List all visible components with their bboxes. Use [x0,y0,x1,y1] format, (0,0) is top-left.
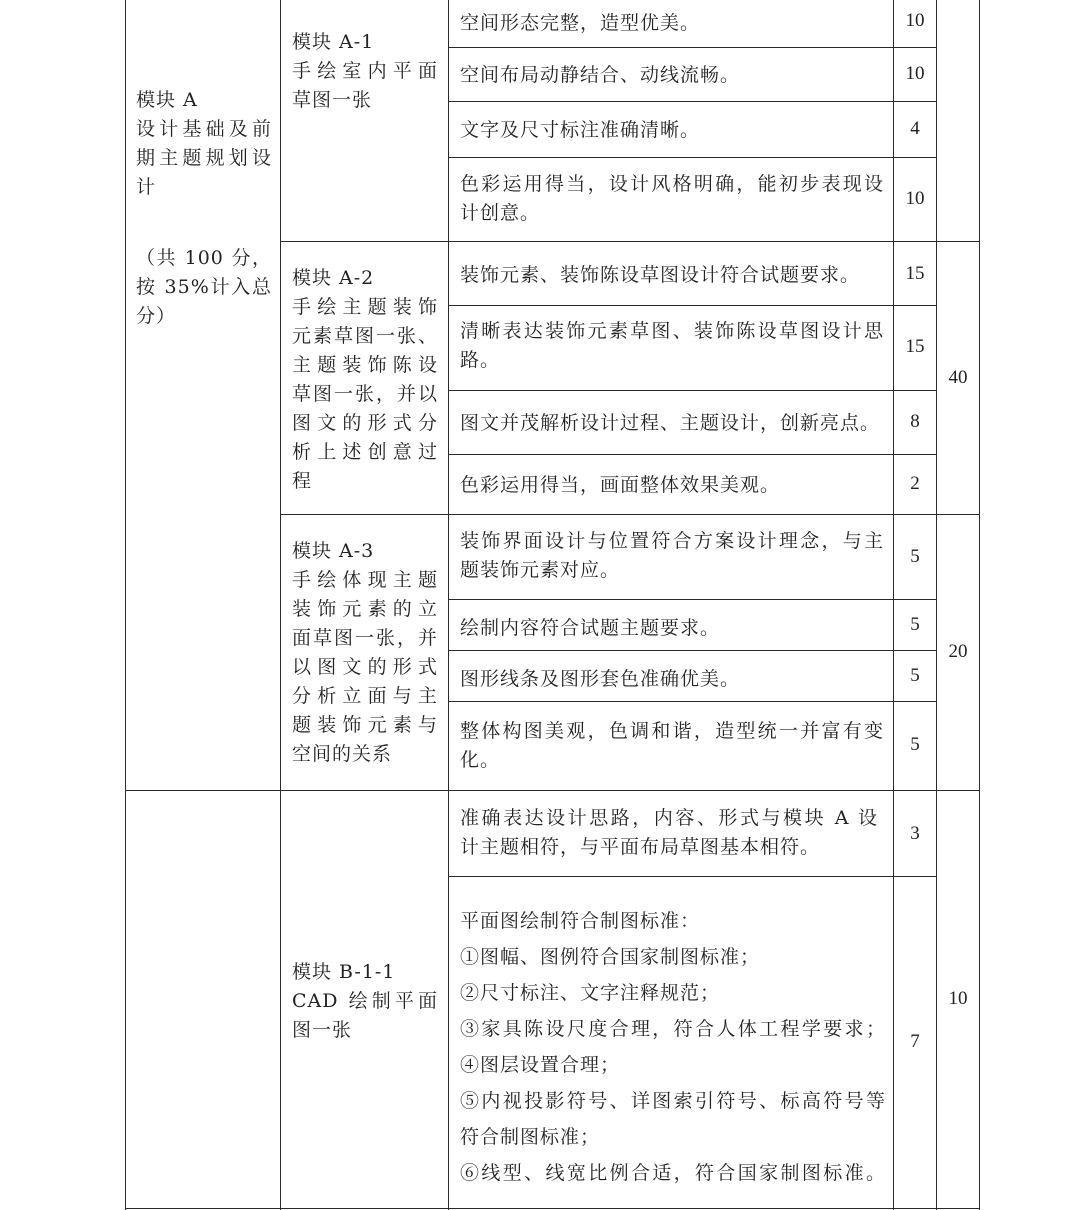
criterion-score: 5 [910,665,920,686]
submodule-b11-label [292,958,438,1045]
submodule-label-line: 面草图一张，并 [292,627,438,649]
submodule-a1-label [292,28,438,115]
criterion-text-line: 题装饰元素对应。 [460,559,621,581]
criterion-score: 3 [910,823,920,844]
criterion-text: 色彩运用得当，画面整体效果美观。 [460,474,781,496]
module-total-score: 40 [948,367,968,388]
criterion-score: 7 [910,1031,920,1052]
criterion-text [460,804,878,862]
module-total-score: 20 [948,641,968,662]
table-border-left [125,0,126,1210]
submodule-label-line: 手绘主题装饰 [292,296,438,318]
row-divider [448,876,937,877]
criterion-text [460,903,886,1191]
criterion-text-line: 装饰界面设计与位置符合方案设计理念，与主 [460,530,884,552]
table-border-bottom [125,1208,980,1209]
score-note-line: 按 35%计入总 [136,276,272,298]
module-a-label-line: 期主题规划设 [136,147,272,169]
column-divider [893,0,894,1210]
submodule-label-line: 装饰元素的立 [292,598,438,620]
criterion-text [460,717,884,775]
submodule-label-line: 模块 B-1-1 [292,961,396,983]
row-divider [125,790,980,791]
submodule-label-line: 模块 A-1 [292,31,375,53]
row-divider [448,305,937,306]
row-divider [280,514,980,515]
row-divider [448,47,937,48]
criterion-score: 5 [910,734,920,755]
submodule-label-line: 手绘室内平面 [292,60,438,82]
submodule-label-line: 析上述创意过 [292,441,438,463]
criterion-score: 5 [910,546,920,567]
criterion-score: 10 [905,63,925,84]
module-a-score-note [136,244,272,331]
criterion-score: 5 [910,614,920,635]
row-divider [448,101,937,102]
module-a-label [136,86,272,202]
criterion-text-line: ①图幅、图例符合国家制图标准； [460,946,761,968]
submodule-label-line: 空间的关系 [292,743,393,765]
submodule-label-line: CAD 绘制平面 [292,990,438,1012]
submodule-label-line: 草图一张 [292,89,373,111]
criterion-text-line: 平面图绘制符合制图标准： [460,910,701,932]
criterion-text: 图文并茂解析设计过程、主题设计，创新亮点。 [460,412,881,434]
row-divider [448,701,937,702]
criterion-score: 10 [905,10,925,31]
submodule-a2-label [292,264,438,496]
criterion-text-line: 化。 [460,749,501,771]
column-divider [448,0,449,1210]
criterion-text [460,527,884,585]
criterion-text-line: 色彩运用得当，设计风格明确，能初步表现设 [460,173,884,195]
criterion-text-line: 路。 [460,349,501,371]
criterion-score: 2 [910,473,920,494]
submodule-label-line: 模块 A-3 [292,540,375,562]
submodule-label-line: 图文的形式分 [292,412,438,434]
module-a-label-line: 模块 A [136,89,198,111]
criterion-score: 8 [910,411,920,432]
submodule-label-line: 分析立面与主 [292,685,438,707]
criterion-score: 10 [905,188,925,209]
score-note-line: （共 100 分， [136,247,272,269]
submodule-label-line: 程 [292,470,313,492]
criterion-text: 装饰元素、装饰陈设草图设计符合试题要求。 [460,264,861,286]
score-note-line: 分） [136,305,177,327]
criterion-text-line: ⑤内视投影符号、详图索引符号、标高符号等 [460,1090,886,1112]
row-divider [280,241,980,242]
criterion-text: 文字及尺寸标注准确清晰。 [460,119,701,141]
criterion-text: 绘制内容符合试题主题要求。 [460,617,721,639]
row-divider [448,157,937,158]
submodule-label-line: 模块 A-2 [292,267,375,289]
criterion-text-line: ②尺寸标注、文字注释规范； [460,982,721,1004]
submodule-label-line: 主题装饰陈设 [292,354,438,376]
criterion-text-line: 计主题相符，与平面布局草图基本相符。 [460,836,821,858]
row-divider [448,599,937,600]
module-a-label-line: 设计基础及前 [136,118,272,140]
criterion-text-line: ④图层设置合理； [460,1054,621,1076]
criterion-text: 空间形态完整，造型优美。 [460,12,701,34]
row-divider [448,390,937,391]
criterion-text-line: 符合制图标准； [460,1126,601,1148]
submodule-label-line: 题装饰元素与 [292,714,438,736]
module-a-label-line: 计 [136,176,157,198]
criterion-text-line: ⑥线型、线宽比例合适，符合国家制图标准。 [460,1162,886,1184]
criterion-text: 空间布局动静结合、动线流畅。 [460,64,741,86]
submodule-label-line: 元素草图一张、 [292,325,438,347]
submodule-label-line: 草图一张，并以 [292,383,438,405]
criterion-text-line: 整体构图美观，色调和谐，造型统一并富有变 [460,720,884,742]
module-total-score: 10 [948,988,968,1009]
criterion-text-line: 准确表达设计思路，内容、形式与模块 A 设 [460,807,878,829]
criterion-score: 15 [905,263,925,284]
row-divider [448,650,937,651]
criterion-text [460,317,884,375]
criterion-text [460,170,884,228]
column-divider [936,0,937,1210]
criterion-score: 15 [905,336,925,357]
criterion-text-line: ③家具陈设尺度合理，符合人体工程学要求； [460,1018,886,1040]
criterion-score: 4 [910,118,920,139]
row-divider [448,454,937,455]
criterion-text-line: 计创意。 [460,202,541,224]
criterion-text-line: 清晰表达装饰元素草图、装饰陈设草图设计思 [460,320,884,342]
criterion-text: 图形线条及图形套色准确优美。 [460,668,741,690]
submodule-label-line: 手绘体现主题 [292,569,438,591]
submodule-label-line: 图一张 [292,1019,353,1041]
submodule-label-line: 以图文的形式 [292,656,438,678]
column-divider [280,0,281,1210]
table-border-right [979,0,980,1210]
submodule-a3-label [292,537,438,769]
